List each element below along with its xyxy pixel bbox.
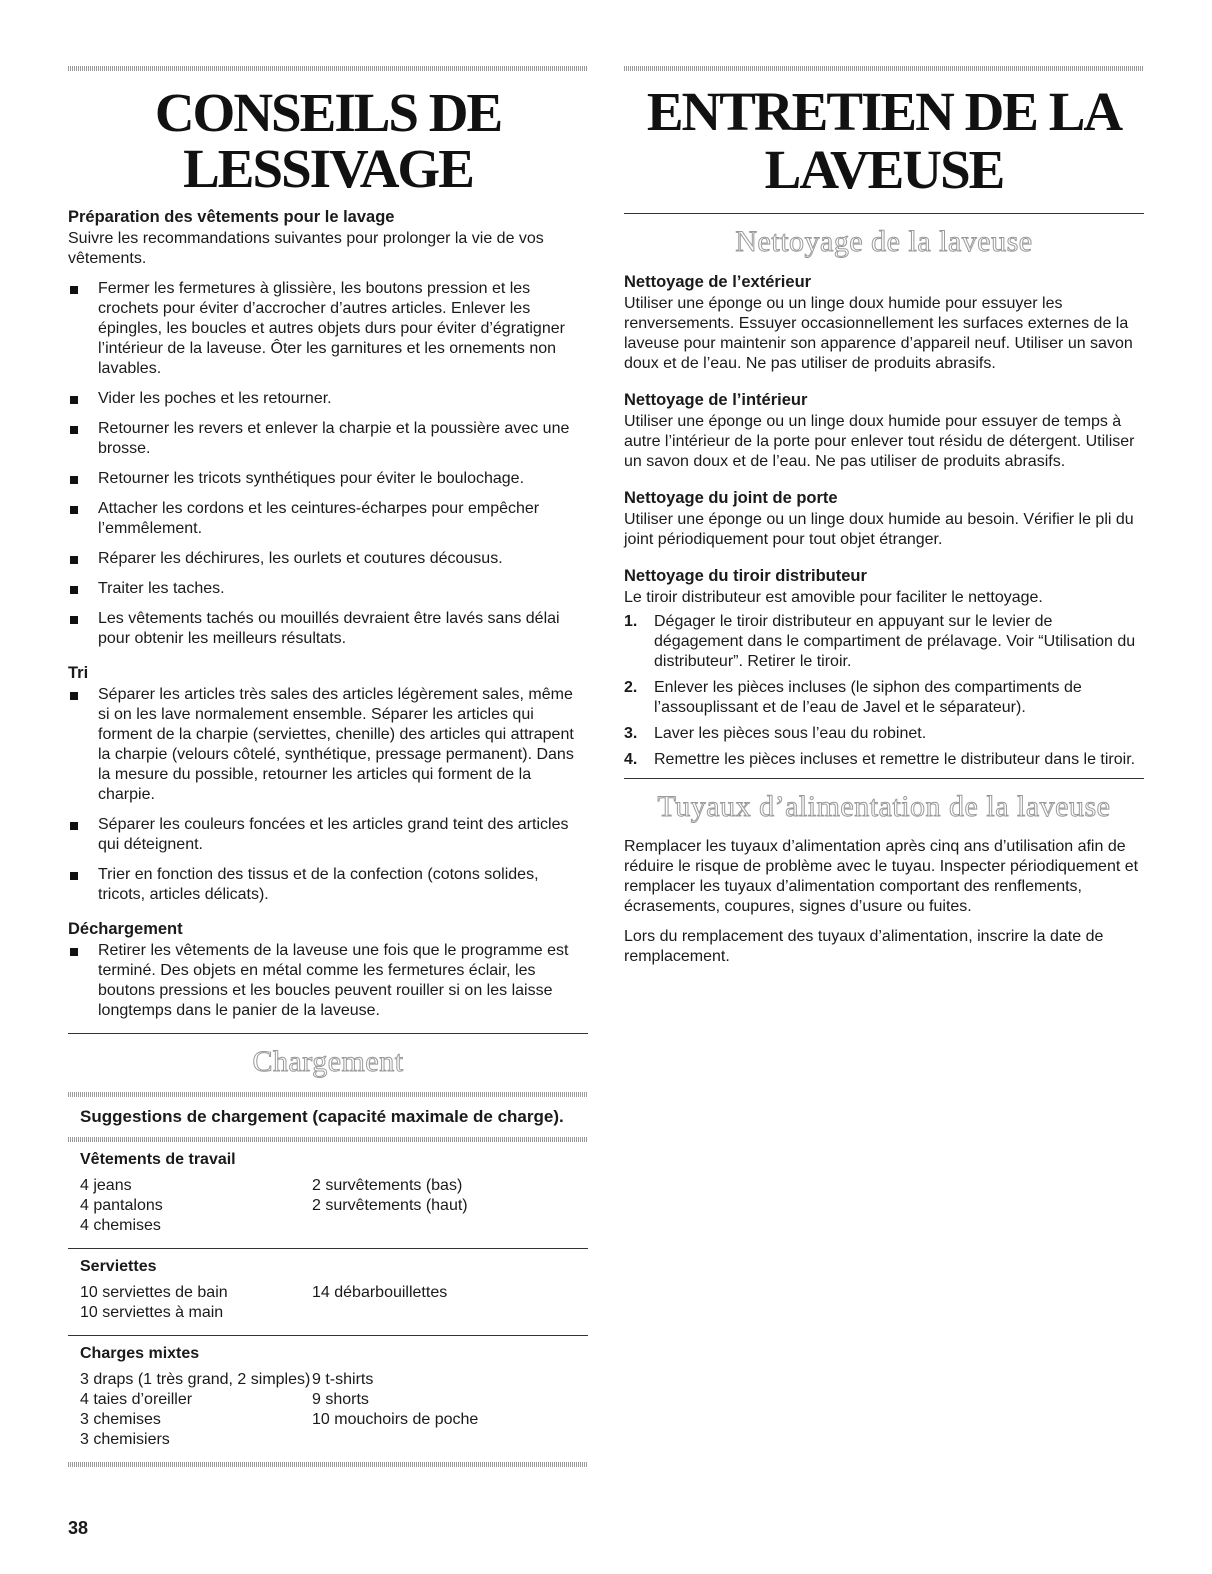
- hoses-date-text: Lors du remplacement des tuyaux d’alimentation, inscrire la date de remplacement.: [624, 928, 1104, 965]
- step-text: Laver les pièces sous l’eau du robinet.: [654, 725, 927, 742]
- load-item: 10 serviettes de bain: [80, 1284, 228, 1301]
- step-number: 3.: [624, 725, 638, 742]
- load-group-name: Charges mixtes: [80, 1345, 200, 1362]
- interior-heading: Nettoyage de l’intérieur: [624, 391, 808, 409]
- exterior-text: Utiliser une éponge ou un linge doux humide pour essuyer les renversements. Essuyer occasionnellement les surfaces externes de la laveuse pour maintenir son apparence d’appareil neuf. Utiliser un savon doux et de l’eau. Ne pas utiliser de produits abrasifs.: [624, 295, 1133, 372]
- prep-intro: Suivre les recommandations suivantes pour prolonger la vie de vos vêtements.: [68, 230, 544, 267]
- unloading-heading: Déchargement: [68, 920, 183, 938]
- prep-list: [68, 279, 588, 649]
- list-item: Séparer les articles très sales des articles légèrement sales, même si on les lave normalement ensemble. Séparer les articles qui forment de la charpie (serviettes, chenille) des articles qui attrapent la charpie (velours côtelé, synthétique, pressage permanent). Dans la mesure du possible, retourner les articles qui forment de la charpie.: [68, 685, 588, 805]
- unloading-list: [68, 941, 588, 1021]
- step-text: Remettre les pièces incluses et remettre le distributeur dans le tiroir.: [654, 751, 1136, 768]
- load-item: 14 débarbouillettes: [312, 1284, 448, 1301]
- list-item: Retourner les tricots synthétiques pour éviter le boulochage.: [68, 469, 588, 489]
- list-item: Retirer les vêtements de la laveuse une fois que le programme est terminé. Des objets en métal comme les fermetures éclair, les boutons pressions et les boucles peuvent rouiller si on les laisse longtemps dans le panier de la laveuse.: [68, 941, 588, 1021]
- load-group-name: Serviettes: [80, 1258, 157, 1275]
- load-item: 3 chemisiers: [80, 1431, 170, 1448]
- prep-heading: Préparation des vêtements pour le lavage: [68, 208, 395, 226]
- right-column: [624, 66, 1144, 977]
- list-item: Traiter les taches.: [68, 579, 588, 599]
- sorting-heading: Tri: [68, 664, 89, 682]
- step-item: [624, 612, 1144, 672]
- load-item: 4 chemises: [80, 1217, 161, 1234]
- loading-heading: Chargement: [252, 1045, 404, 1078]
- load-group-towels: [68, 1249, 588, 1335]
- table-bottom-rule: [68, 1462, 588, 1467]
- load-item: 2 survêtements (haut): [312, 1197, 468, 1214]
- top-rule: [624, 66, 1144, 71]
- table-top-rule: [68, 1092, 588, 1097]
- step-text: Dégager le tiroir distributeur en appuyant sur le levier de dégagement dans le compartiment de prélavage. Voir “Utilisation du distributeur”. Retirer le tiroir.: [654, 613, 1136, 670]
- list-item: Vider les poches et les retourner.: [68, 389, 588, 409]
- laundry-tips-title: CONSEILS DE LESSIVAGE: [154, 82, 502, 199]
- load-item: 3 chemises: [80, 1411, 161, 1428]
- dispenser-text: Le tiroir distributeur est amovible pour faciliter le nettoyage.: [624, 589, 1043, 606]
- load-item: 4 jeans: [80, 1177, 132, 1194]
- section-divider: [624, 213, 1144, 214]
- left-column: [68, 66, 588, 1467]
- load-group-mixed: [68, 1336, 588, 1462]
- dispenser-heading: Nettoyage du tiroir distributeur: [624, 567, 867, 585]
- door-seal-text: Utiliser une éponge ou un linge doux humide au besoin. Vérifier le pli du joint périodiquement pour tout objet étranger.: [624, 511, 1134, 548]
- door-seal-heading: Nettoyage du joint de porte: [624, 489, 838, 507]
- interior-text: Utiliser une éponge ou un linge doux humide pour essuyer de temps à autre l’intérieur de la porte pour enlever tout résidu de détergent. Utiliser un savon doux et de l’eau. Ne pas utiliser de produits abrasifs.: [624, 413, 1135, 470]
- step-number: 4.: [624, 751, 638, 768]
- list-item: Attacher les cordons et les ceintures-écharpes pour empêcher l’emmêlement.: [68, 499, 588, 539]
- top-rule: [68, 66, 588, 71]
- section-divider: [68, 1033, 588, 1034]
- list-item: Réparer les déchirures, les ourlets et coutures décousus.: [68, 549, 588, 569]
- list-item: Trier en fonction des tissus et de la confection (cotons solides, tricots, articles délicats).: [68, 865, 588, 905]
- cleaning-heading: Nettoyage de la laveuse: [735, 225, 1033, 258]
- step-number: 1.: [624, 613, 638, 630]
- list-item: Retourner les revers et enlever la charpie et la poussière avec une brosse.: [68, 419, 588, 459]
- maintenance-title: [624, 83, 1144, 199]
- exterior-heading: Nettoyage de l’extérieur: [624, 273, 812, 291]
- load-item: 4 taies d’oreiller: [80, 1391, 193, 1408]
- step-number: 2.: [624, 679, 638, 696]
- step-item: [624, 750, 1144, 770]
- load-group-name: Vêtements de travail: [80, 1151, 236, 1168]
- maintenance-title-line1: ENTRETIEN DE LA: [646, 81, 1122, 142]
- load-item: 4 pantalons: [80, 1197, 163, 1214]
- hoses-heading: Tuyaux d’alimentation de la laveuse: [657, 790, 1111, 823]
- step-text: Enlever les pièces incluses (le siphon des compartiments de l’assouplissant et de l’eau de Javel et le séparateur).: [654, 679, 1082, 716]
- load-item: 9 t-shirts: [312, 1371, 374, 1388]
- page-number: 38: [68, 1518, 89, 1538]
- list-item: Fermer les fermetures à glissière, les boutons pression et les crochets pour éviter d’accrocher d’autres articles. Enlever les épingles, les boucles et autres objets durs pour éviter d’égratigner l’intérieur de la laveuse. Ôter les garnitures et les ornements non lavables.: [68, 279, 588, 379]
- load-item: 10 mouchoirs de poche: [312, 1411, 479, 1428]
- load-group-work-clothes: [68, 1142, 588, 1248]
- loading-table-title: Suggestions de chargement (capacité maximale de charge).: [80, 1107, 564, 1126]
- list-item: Les vêtements tachés ou mouillés devraient être lavés sans délai pour obtenir les meilleurs résultats.: [68, 609, 588, 649]
- step-item: [624, 678, 1144, 718]
- load-item: 3 draps (1 très grand, 2 simples): [80, 1371, 311, 1388]
- sorting-list: [68, 685, 588, 905]
- hoses-text: Remplacer les tuyaux d’alimentation après cinq ans d’utilisation afin de réduire le risque de problème avec le tuyau. Inspecter périodiquement et remplacer les tuyaux d’alimentation comportant des renflements, écrasements, coupures, signes d’usure ou fuites.: [624, 838, 1139, 915]
- dispenser-steps: [624, 612, 1144, 770]
- section-divider: [624, 778, 1144, 779]
- load-item: 10 serviettes à main: [80, 1304, 224, 1321]
- list-item: Séparer les couleurs foncées et les articles grand teint des articles qui déteignent.: [68, 815, 588, 855]
- step-item: [624, 724, 1144, 744]
- load-item: 2 survêtements (bas): [312, 1177, 463, 1194]
- load-item: 9 shorts: [312, 1391, 369, 1408]
- maintenance-title-line2: LAVEUSE: [764, 139, 1004, 200]
